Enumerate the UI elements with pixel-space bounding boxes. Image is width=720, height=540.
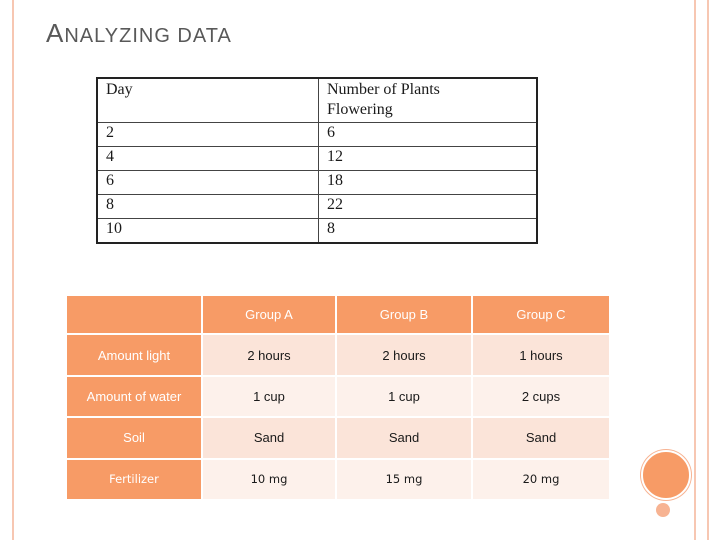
table-row (97, 171, 537, 195)
slide-title-first-letter: A (46, 18, 65, 48)
slide-title (46, 18, 232, 49)
flowering-table-header-row (97, 78, 537, 123)
group-c-cell: 1 hours (473, 335, 609, 374)
row-label-soil: Soil (67, 418, 201, 457)
group-b-cell: 1 cup (337, 377, 471, 416)
group-c-cell: 20 mg (473, 460, 609, 499)
table-row (67, 377, 609, 416)
groups-table-header-row (67, 296, 609, 333)
day-cell: 2 (97, 123, 319, 147)
row-label-light: Amount light (67, 335, 201, 374)
header-group-b: Group B (337, 296, 471, 333)
table-row (97, 147, 537, 171)
table-row (97, 195, 537, 219)
header-group-c: Group C (473, 296, 609, 333)
row-label-fertilizer: Fertilizer (67, 460, 201, 499)
header-plants-line1: Number of Plants (327, 81, 440, 98)
header-plants-flowering (319, 78, 538, 123)
day-cell: 4 (97, 147, 319, 171)
group-a-cell: 10 mg (203, 460, 335, 499)
day-cell: 6 (97, 171, 319, 195)
header-plants-line2: Flowering (327, 101, 393, 118)
table-row (67, 418, 609, 457)
plants-cell: 18 (319, 171, 538, 195)
table-row (67, 335, 609, 374)
frame-line-left (12, 0, 14, 540)
decorative-circle-large (641, 450, 691, 500)
slide-title-rest: NALYZING DATA (64, 25, 232, 47)
group-c-cell: Sand (473, 418, 609, 457)
group-b-cell: Sand (337, 418, 471, 457)
frame-line-right-1 (694, 0, 696, 540)
group-a-cell: 2 hours (203, 335, 335, 374)
group-b-cell: 2 hours (337, 335, 471, 374)
row-label-water: Amount of water (67, 377, 201, 416)
decorative-circle-small (656, 503, 670, 517)
header-group-a: Group A (203, 296, 335, 333)
group-c-cell: 2 cups (473, 377, 609, 416)
header-day: Day (97, 78, 319, 123)
day-cell: 10 (97, 219, 319, 244)
group-a-cell: 1 cup (203, 377, 335, 416)
experiment-groups-table (65, 294, 611, 501)
group-a-cell: Sand (203, 418, 335, 457)
table-row (97, 123, 537, 147)
flowering-table (96, 77, 538, 244)
plants-cell: 8 (319, 219, 538, 244)
table-row (97, 219, 537, 244)
group-b-cell: 15 mg (337, 460, 471, 499)
frame-line-right-2 (707, 0, 709, 540)
header-empty-cell (67, 296, 201, 333)
plants-cell: 12 (319, 147, 538, 171)
plants-cell: 6 (319, 123, 538, 147)
table-row (67, 460, 609, 499)
plants-cell: 22 (319, 195, 538, 219)
day-cell: 8 (97, 195, 319, 219)
